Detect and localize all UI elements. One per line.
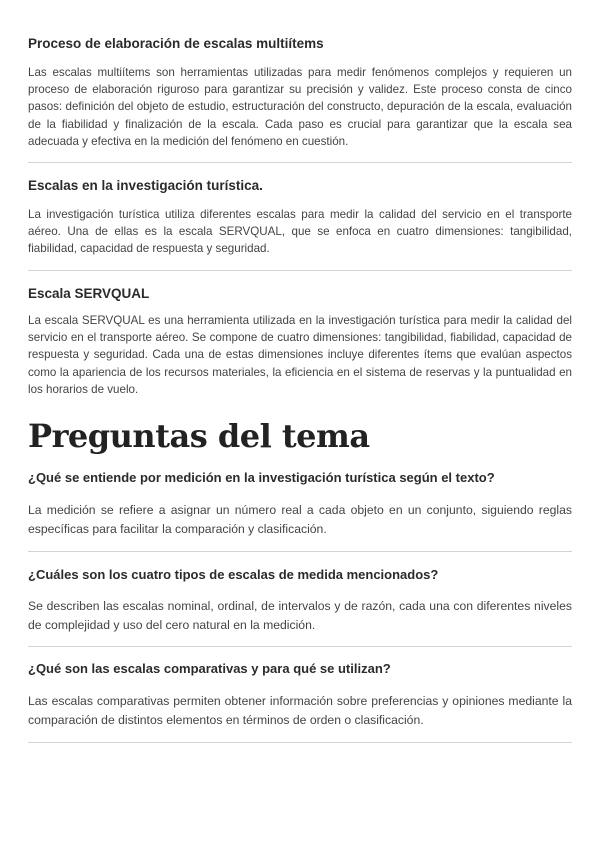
section-title-escalas-turistica: Escalas en la investigación turística. — [28, 178, 263, 193]
divider — [28, 646, 572, 647]
divider — [28, 162, 572, 163]
question-answer-1: La medición se refiere a asignar un número real a cada objeto en un conjunto, siguiendo reglas específicas para facilitar la comparación y clasificación. — [28, 503, 572, 536]
section-title-proceso: Proceso de elaboración de escalas multiítems — [28, 36, 324, 51]
question-answer-3: Las escalas comparativas permiten obtener información sobre preferencias y opiniones mediante la comparación de distintos elementos en términos de orden o clasificación. — [28, 694, 572, 727]
section-body-proceso: Las escalas multiítems son herramientas utilizadas para medir fenómenos complejos y requieren un proceso de elaboración riguroso para garantizar su precisión y validez. Este proceso consta de cinco pasos: definición del objeto de estudio, estructuración del constructo, depuración de la escala, evaluación de la fiabilidad y finalización de la escala. Cada paso es crucial para garantizar que la escala sea adecuada y efectiva en la medición del fenómeno en cuestión. — [28, 66, 572, 148]
questions-heading: Preguntas del tema — [28, 417, 370, 455]
divider — [28, 270, 572, 271]
question-title-1: ¿Qué se entiende por medición en la investigación turística según el texto? — [28, 470, 495, 485]
question-title-2: ¿Cuáles son los cuatro tipos de escalas de medida mencionados? — [28, 567, 439, 582]
section-body-escalas-turistica: La investigación turística utiliza diferentes escalas para medir la calidad del servicio en el transporte aéreo. Una de ellas es la escala SERVQUAL, que se enfoca en cuatro dimensiones: tangibilidad, fiabilidad, capacidad de respuesta y seguridad. — [28, 208, 572, 256]
section-title-servqual: Escala SERVQUAL — [28, 286, 150, 301]
divider — [28, 742, 572, 743]
divider — [28, 551, 572, 552]
question-answer-2: Se describen las escalas nominal, ordinal, de intervalos y de razón, cada una con diferentes niveles de complejidad y uso del cero natural en la medición. — [28, 599, 572, 632]
question-title-3: ¿Qué son las escalas comparativas y para qué se utilizan? — [28, 661, 391, 676]
section-body-servqual: La escala SERVQUAL es una herramienta utilizada en la investigación turística para medir la calidad del servicio en el transporte aéreo. Se compone de cuatro dimensiones: tangibilidad, fiabilidad, capacidad de respuesta y seguridad. Cada una de estas dimensiones incluye diferentes ítems que evalúan aspectos como la apariencia de los recursos materiales, la eficiencia en el sistema de reservas y la puntualidad en los horarios de vuelo. — [28, 314, 572, 396]
